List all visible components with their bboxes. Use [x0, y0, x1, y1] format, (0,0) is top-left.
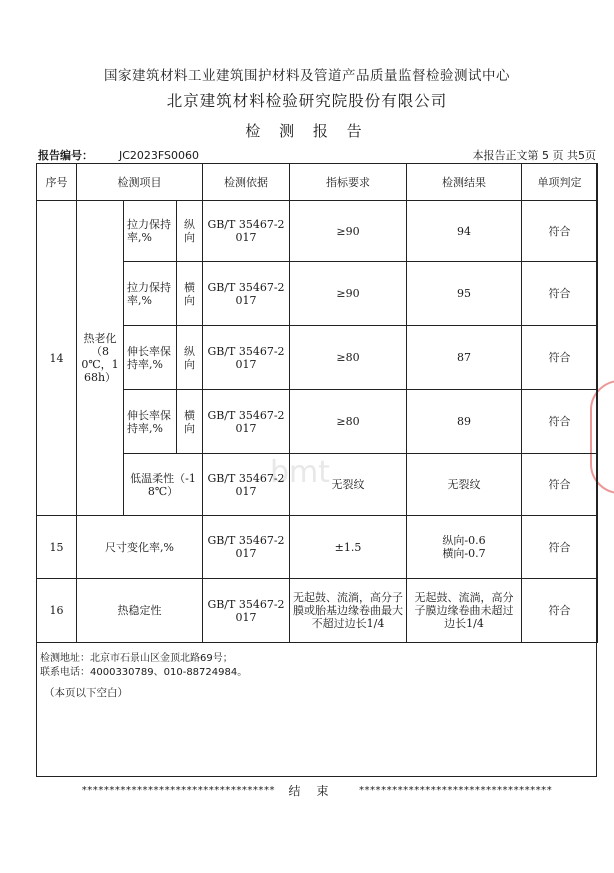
- standard-cell: GB/T 35467-2017: [203, 262, 290, 326]
- standard-cell: GB/T 35467-2017: [203, 579, 290, 643]
- end-line: [36, 782, 597, 799]
- result-cell: 94: [407, 201, 522, 262]
- item-cell: 伸长率保持率,%: [124, 390, 177, 454]
- header-item: 检测项目: [77, 164, 203, 201]
- result-cell: 89: [407, 390, 522, 454]
- requirement-cell: ±1.5: [290, 516, 407, 579]
- standard-cell: GB/T 35467-2017: [203, 326, 290, 390]
- standard-cell: GB/T 35467-2017: [203, 454, 290, 516]
- item-cell: 拉力保持率,%: [124, 262, 177, 326]
- requirement-cell: ≥80: [290, 390, 407, 454]
- result-cell: 无裂纹: [407, 454, 522, 516]
- blank-note: （本页以下空白）: [44, 687, 128, 699]
- header-result: 检测结果: [407, 164, 522, 201]
- report-number-value: JC2023FS0060: [119, 149, 200, 162]
- contact-phone: 联系电话：4000330789、010-88724984。: [40, 667, 248, 678]
- direction-cell: 纵向: [177, 201, 203, 262]
- requirement-cell: 无起鼓、流淌，高分子膜或胎基边缘卷曲最大不超过边长1/4: [290, 579, 407, 643]
- test-address: 检测地址：北京市石景山区金顶北路69号；: [40, 653, 233, 664]
- table-row: [37, 516, 598, 579]
- results-table: [36, 163, 598, 643]
- table-row: [37, 201, 598, 262]
- requirement-cell: ≥90: [290, 201, 407, 262]
- result-cell: 无起鼓、流淌，高分子膜边缘卷曲未超过边长1/4: [407, 579, 522, 643]
- result-line-2: 横向-0.7: [442, 547, 486, 560]
- end-label: 结束: [288, 784, 345, 798]
- direction-cell: 横向: [177, 262, 203, 326]
- judgement-cell: 符合: [522, 262, 598, 326]
- result-cell: [407, 516, 522, 579]
- judgement-cell: 符合: [522, 201, 598, 262]
- stars-right: ***********************************: [358, 785, 552, 796]
- result-cell: 95: [407, 262, 522, 326]
- seq-cell: 16: [37, 579, 77, 643]
- report-title: 检 测 报 告: [245, 122, 369, 140]
- test-contact-info: [40, 652, 247, 680]
- result-line-1: 纵向-0.6: [442, 534, 486, 547]
- organization-line-1: 国家建筑材料工业建筑围护材料及管道产品质量监督检验测试中心: [104, 68, 510, 84]
- item-cell: 拉力保持率,%: [124, 201, 177, 262]
- item-cell: 尺寸变化率,%: [77, 516, 203, 579]
- requirement-cell: 无裂纹: [290, 454, 407, 516]
- report-number: [38, 147, 199, 163]
- standard-cell: GB/T 35467-2017: [203, 201, 290, 262]
- seq-cell: 15: [37, 516, 77, 579]
- header-seq: 序号: [37, 164, 77, 201]
- header-requirement: 指标要求: [290, 164, 407, 201]
- item-cell: 低温柔性（-18℃）: [124, 454, 203, 516]
- group-name-cell: 热老化（80℃，168h）: [77, 201, 124, 516]
- report-number-label: 报告编号：: [38, 149, 93, 162]
- page-info: 本报告正文第 5 页 共5页: [472, 149, 596, 162]
- judgement-cell: 符合: [522, 326, 598, 390]
- table-row: [37, 579, 598, 643]
- standard-cell: GB/T 35467-2017: [203, 516, 290, 579]
- item-cell: 热稳定性: [77, 579, 203, 643]
- header-standard: 检测依据: [203, 164, 290, 201]
- direction-cell: 横向: [177, 390, 203, 454]
- judgement-cell: 符合: [522, 579, 598, 643]
- standard-cell: GB/T 35467-2017: [203, 390, 290, 454]
- requirement-cell: ≥90: [290, 262, 407, 326]
- watermark-logo: bmt: [270, 455, 331, 490]
- seq-cell: 14: [37, 201, 77, 516]
- stars-left: ***********************************: [81, 785, 275, 796]
- judgement-cell: 符合: [522, 390, 598, 454]
- table-header-row: [37, 164, 598, 201]
- direction-cell: 纵向: [177, 326, 203, 390]
- header-judgement: 单项判定: [522, 164, 598, 201]
- result-cell: 87: [407, 326, 522, 390]
- item-cell: 伸长率保持率,%: [124, 326, 177, 390]
- requirement-cell: ≥80: [290, 326, 407, 390]
- judgement-cell: 符合: [522, 516, 598, 579]
- organization-line-2: 北京建筑材料检验研究院股份有限公司: [166, 92, 448, 110]
- judgement-cell: 符合: [522, 454, 598, 516]
